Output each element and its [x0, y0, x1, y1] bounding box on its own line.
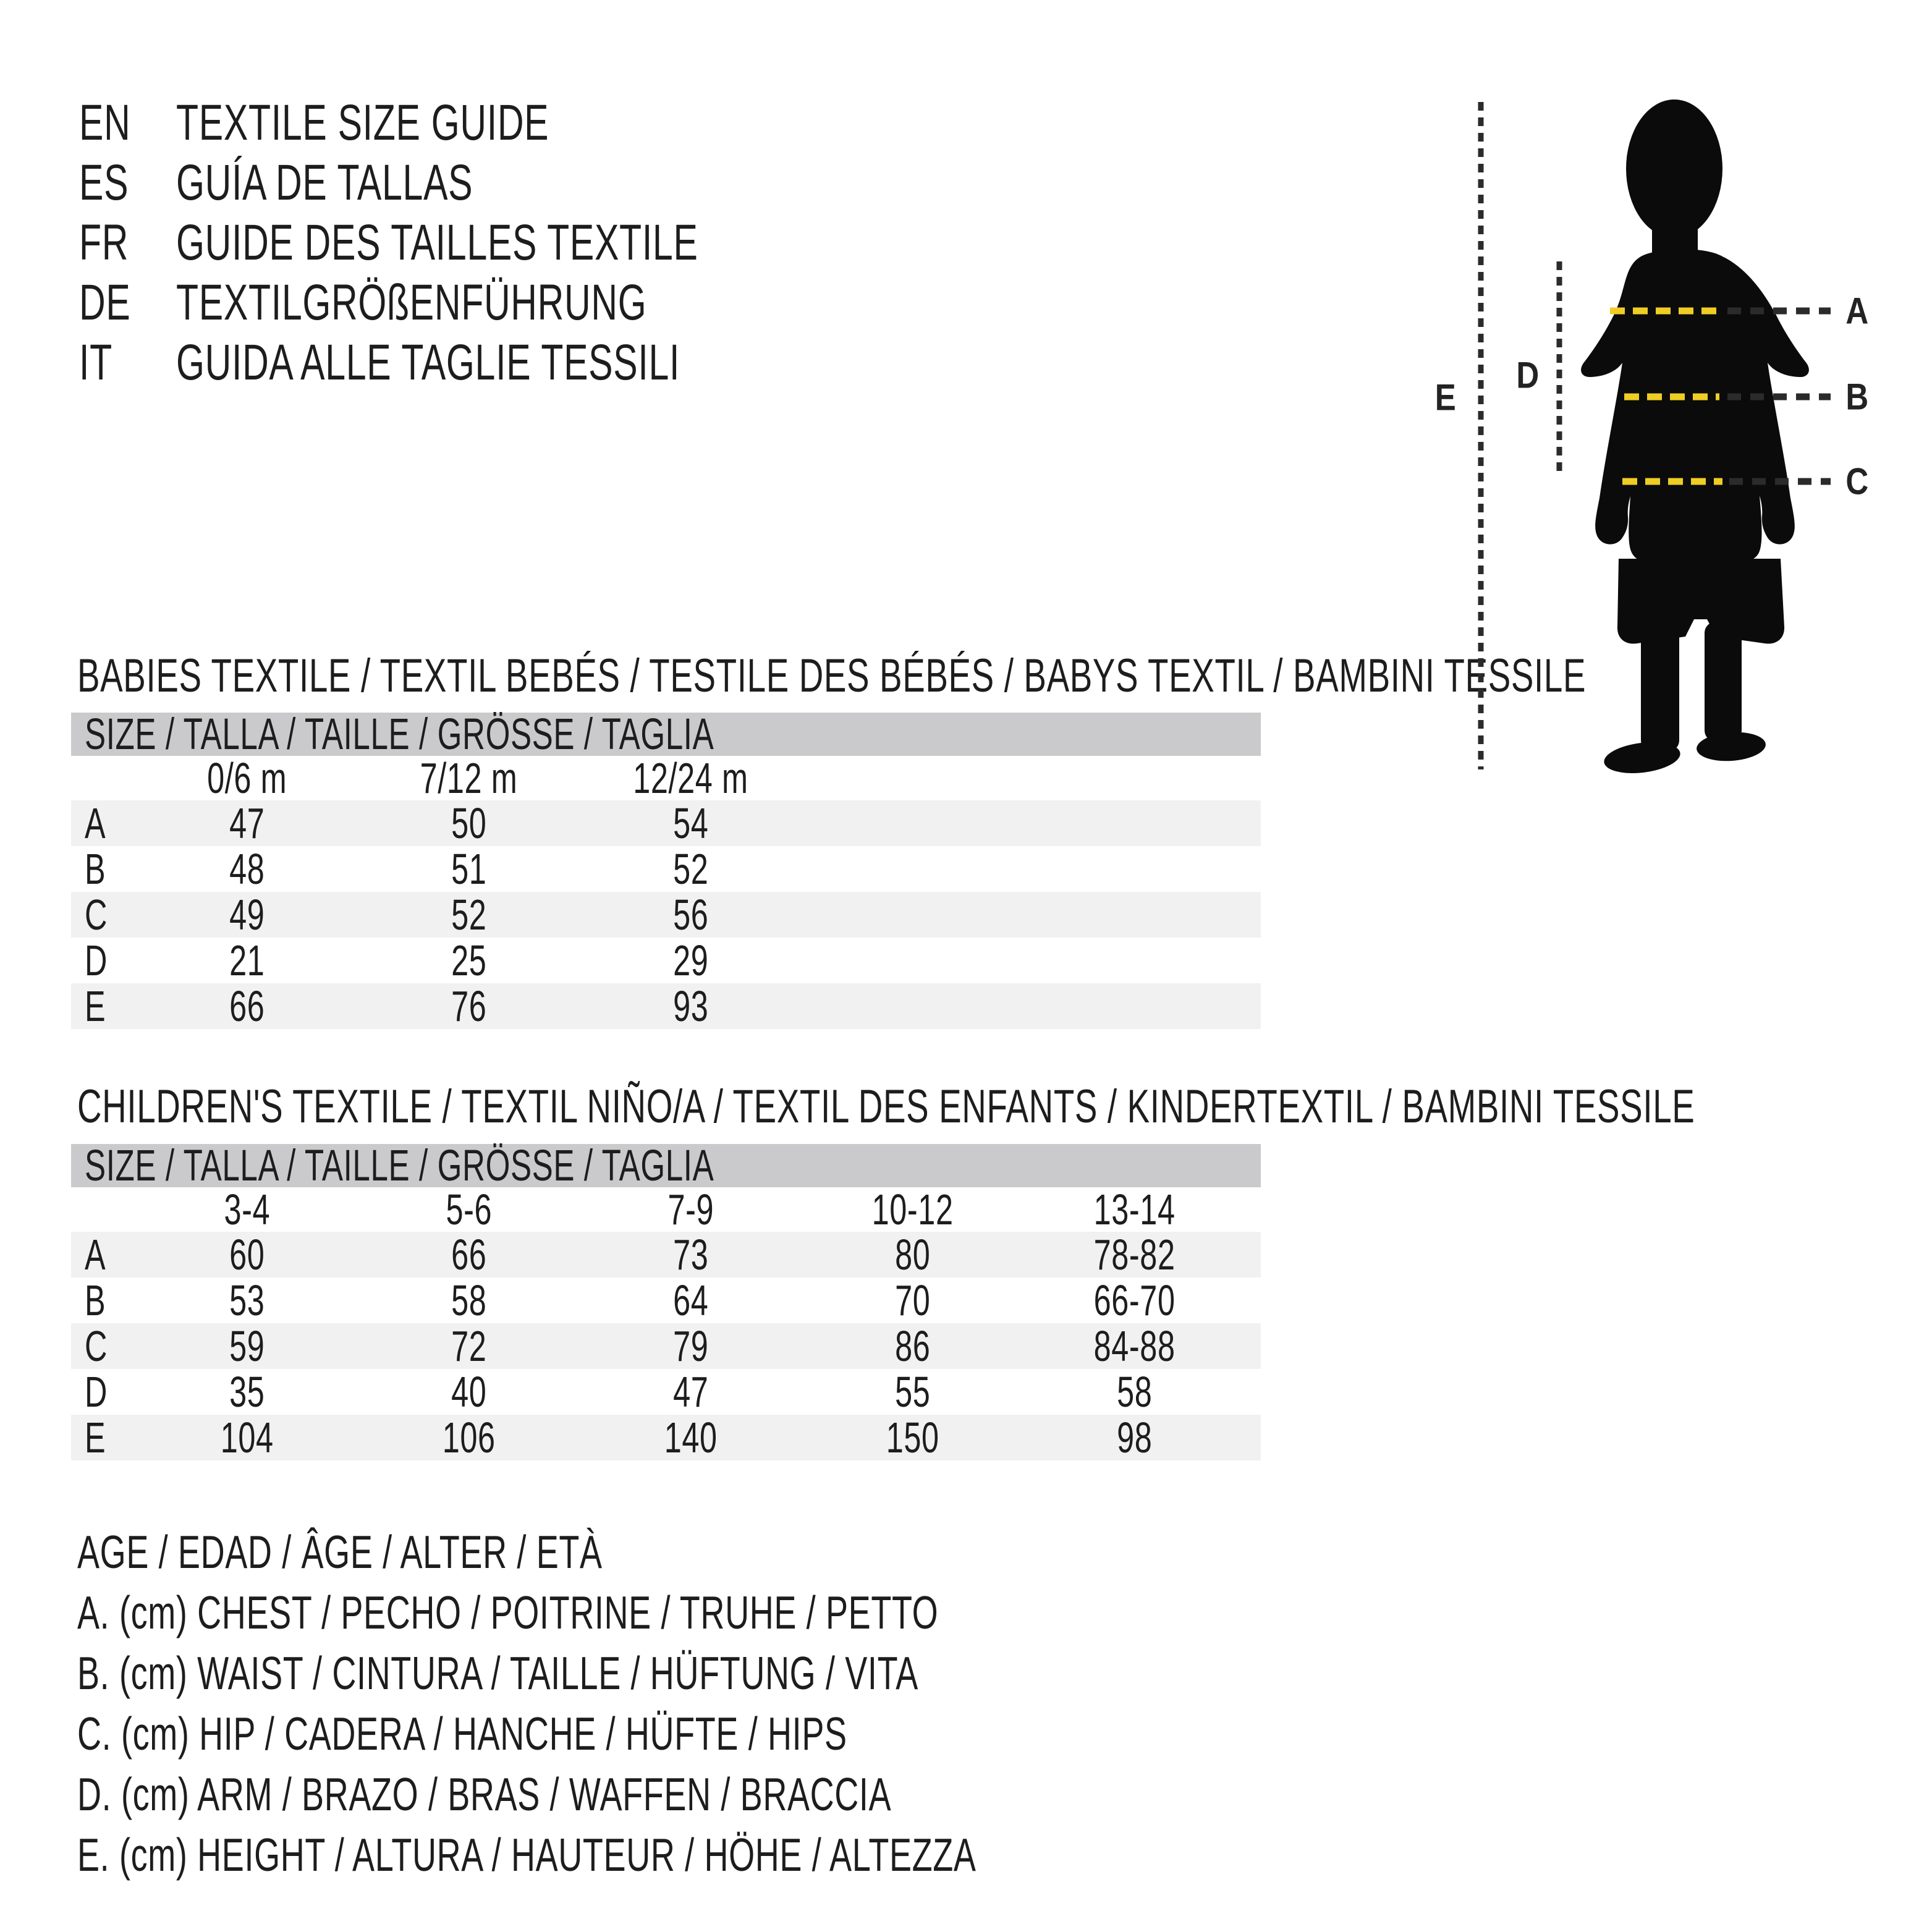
legend-text: D. (cm) ARM / BRAZO / BRAS / WAFFEN / BRACCIA: [77, 1768, 892, 1820]
measure-label-e: E: [1434, 376, 1457, 418]
language-row-it: [79, 333, 901, 392]
table-row-a: [71, 800, 1261, 846]
measurement-legend: [77, 1522, 1326, 1885]
measure-label-d: D: [1516, 354, 1540, 396]
column-header: 13-14: [1093, 1185, 1176, 1234]
table-row-d: [71, 938, 1261, 983]
language-guide-list: [79, 93, 901, 392]
size-header-text: SIZE / TALLA / TAILLE / GRÖSSE / TAGLIA: [85, 710, 714, 759]
cell-value: 58: [451, 1276, 487, 1324]
cell-value: 104: [220, 1413, 274, 1462]
cell-value: 40: [451, 1368, 487, 1416]
cell-value: 48: [229, 845, 265, 893]
language-row-es: [79, 153, 901, 213]
cell-value: 66: [451, 1231, 487, 1279]
cell-value: 78-82: [1093, 1231, 1176, 1279]
babies-size-table: [71, 710, 1261, 1030]
language-row-fr: [79, 213, 901, 273]
cell-value: 70: [894, 1276, 931, 1324]
row-label: A: [85, 1231, 106, 1279]
cell-value: 50: [451, 799, 487, 847]
table-row-c: [71, 1323, 1261, 1369]
row-label: D: [85, 936, 108, 985]
measurement-lines: [1415, 87, 1910, 791]
language-row-de: [79, 273, 901, 333]
guide-title-de: TEXTILGRÖßENFÜHRUNG: [176, 274, 647, 331]
column-header: 3-4: [224, 1185, 270, 1234]
children-section-heading: [77, 1078, 1932, 1134]
cell-value: 73: [672, 1231, 709, 1279]
cell-value: 21: [229, 936, 265, 985]
table-row-b: [71, 846, 1261, 892]
cell-value: 106: [442, 1413, 496, 1462]
legend-line-age: [77, 1522, 1326, 1582]
cell-value: 140: [664, 1413, 718, 1462]
children-column-header-row: [71, 1187, 1261, 1232]
cell-value: 59: [229, 1322, 265, 1370]
cell-value: 58: [1116, 1368, 1153, 1416]
legend-line-chest: [77, 1582, 1326, 1643]
measure-label-b: B: [1845, 376, 1869, 418]
legend-text: E. (cm) HEIGHT / ALTURA / HAUTEUR / HÖHE / ALTEZZA: [77, 1829, 977, 1881]
cell-value: 29: [672, 936, 709, 985]
column-header: 0/6 m: [206, 754, 287, 802]
cell-value: 72: [451, 1322, 487, 1370]
cell-value: 35: [229, 1368, 265, 1416]
cell-value: 79: [672, 1322, 709, 1370]
guide-title-es: GUÍA DE TALLAS: [176, 154, 473, 211]
cell-value: 49: [229, 891, 265, 939]
table-row-c: [71, 892, 1261, 938]
cell-value: 60: [229, 1231, 265, 1279]
legend-line-waist: [77, 1643, 1326, 1703]
cell-value: 51: [451, 845, 487, 893]
column-header: 12/24 m: [633, 754, 748, 802]
cell-value: 56: [672, 891, 709, 939]
language-code: EN: [79, 94, 131, 151]
cell-value: 150: [886, 1413, 939, 1462]
table-row-e: [71, 983, 1261, 1029]
table-row-e: [71, 1415, 1261, 1460]
column-header: 7/12 m: [420, 754, 518, 802]
language-code: DE: [79, 274, 131, 331]
cell-value: 80: [894, 1231, 931, 1279]
row-label: C: [85, 1322, 108, 1370]
cell-value: 25: [451, 936, 487, 985]
cell-value: 55: [894, 1368, 931, 1416]
language-code: IT: [79, 334, 112, 391]
row-label: E: [85, 982, 106, 1030]
language-code: FR: [79, 214, 129, 271]
children-size-header-bar: [71, 1141, 1261, 1190]
guide-title-it: GUIDA ALLE TAGLIE TESSILI: [176, 334, 680, 391]
cell-value: 64: [672, 1276, 709, 1324]
cell-value: 47: [672, 1368, 709, 1416]
row-label: B: [85, 1276, 106, 1324]
guide-title-en: TEXTILE SIZE GUIDE: [176, 94, 549, 151]
row-label: B: [85, 845, 106, 893]
guide-title-fr: GUIDE DES TAILLES TEXTILE: [176, 214, 698, 271]
column-header: 7-9: [667, 1185, 714, 1234]
cell-value: 66: [229, 982, 265, 1030]
table-row-d: [71, 1369, 1261, 1415]
language-row-en: [79, 93, 901, 153]
cell-value: 93: [672, 982, 709, 1030]
row-label: D: [85, 1368, 108, 1416]
column-header: 10-12: [871, 1185, 954, 1234]
legend-text: B. (cm) WAIST / CINTURA / TAILLE / HÜFTUNG / VITA: [77, 1647, 918, 1699]
measure-label-a: A: [1845, 290, 1869, 332]
legend-line-hip: [77, 1703, 1326, 1764]
row-label: C: [85, 891, 108, 939]
legend-text: C. (cm) HIP / CADERA / HANCHE / HÜFTE / HIPS: [77, 1708, 847, 1760]
cell-value: 52: [672, 845, 709, 893]
cell-value: 53: [229, 1276, 265, 1324]
size-header-text: SIZE / TALLA / TAILLE / GRÖSSE / TAGLIA: [85, 1141, 714, 1190]
row-label: E: [85, 1413, 106, 1462]
babies-heading-text: BABIES TEXTILE / TEXTIL BEBÉS / TESTILE DES BÉBÉS / BABYS TEXTIL / BAMBINI TESSILE: [77, 649, 1587, 702]
table-row-b: [71, 1277, 1261, 1323]
cell-value: 86: [894, 1322, 931, 1370]
babies-column-header-row: [71, 756, 1261, 800]
legend-line-height: [77, 1824, 1326, 1885]
legend-text: A. (cm) CHEST / PECHO / POITRINE / TRUHE / PETTO: [77, 1587, 939, 1638]
table-row-a: [71, 1232, 1261, 1277]
legend-line-arm: [77, 1764, 1326, 1824]
cell-value: 76: [451, 982, 487, 1030]
cell-value: 84-88: [1093, 1322, 1176, 1370]
cell-value: 54: [672, 799, 709, 847]
cell-value: 66-70: [1093, 1276, 1176, 1324]
cell-value: 52: [451, 891, 487, 939]
babies-size-header-bar: [71, 710, 1261, 759]
legend-text: AGE / EDAD / ÂGE / ALTER / ETÀ: [77, 1526, 603, 1578]
column-header: 5-6: [446, 1185, 492, 1234]
row-label: A: [85, 799, 106, 847]
measure-label-c: C: [1845, 460, 1869, 502]
children-size-table: [71, 1141, 1261, 1462]
language-code: ES: [79, 154, 129, 211]
children-heading-text: CHILDREN'S TEXTILE / TEXTIL NIÑO/A / TEXTIL DES ENFANTS / KINDERTEXTIL / BAMBINI TESSILE: [77, 1080, 1695, 1133]
cell-value: 98: [1116, 1413, 1153, 1462]
cell-value: 47: [229, 799, 265, 847]
